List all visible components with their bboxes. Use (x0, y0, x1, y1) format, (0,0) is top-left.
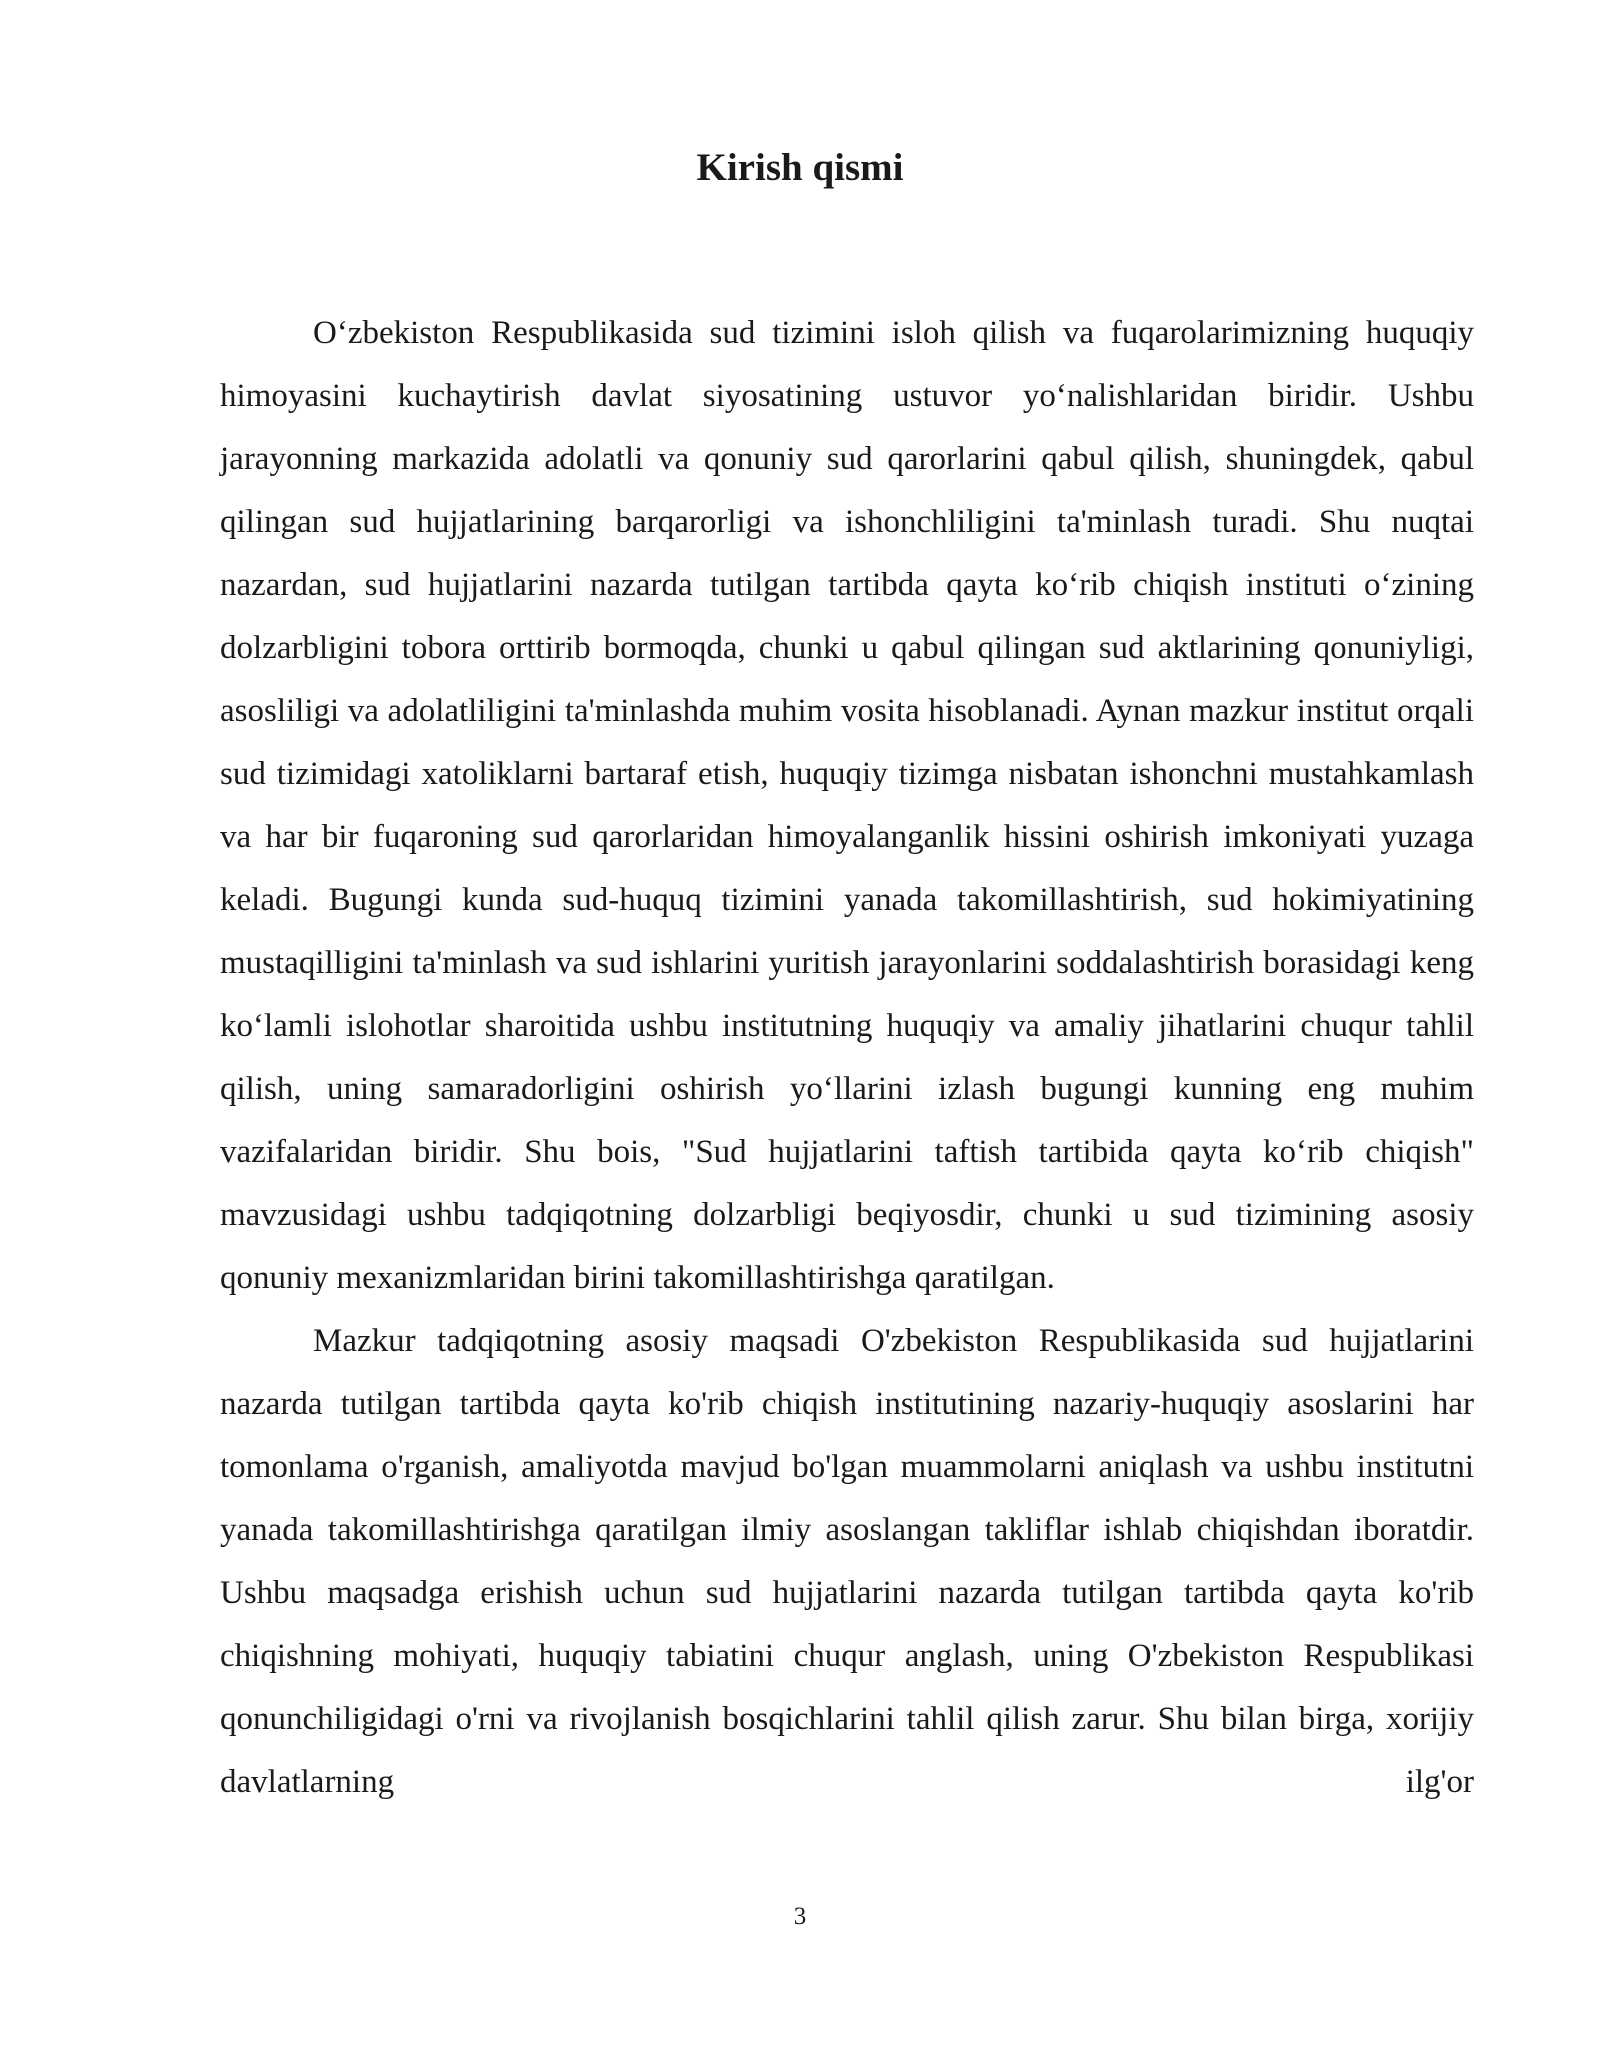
paragraph-2: Mazkur tadqiqotning asosiy maqsadi O'zbekiston Respublikasida sud hujjatlarini nazarda tutilgan tartibda qayta ko'rib chiqish institutining nazariy-huquqiy asoslarini har tomonlama o'rganish, amaliyotda mavjud bo'lgan muammolarni aniqlash va ushbu institutni yanada takomillashtirishga qaratilgan ilmiy asoslangan takliflar ishlab chiqishdan iboratdir. Ushbu maqsadga erishish uchun sud hujjatlarini nazarda tutilgan tartibda qayta ko'rib chiqishning mohiyati, huquqiy tabiatini chuqur anglash, uning O'zbekiston Respublikasi qonunchiligidagi o'rni va rivojlanish bosqichlarini tahlil qilish zarur. Shu bilan birga, xorijiy davlatlarning ilg'or (220, 1323, 1474, 1800)
paragraph-1: O‘zbekiston Respublikasida sud tizimini isloh qilish va fuqarolarimizning huquqiy himoyasini kuchaytirish davlat siyosatining ustuvor yo‘nalishlaridan biridir. Ushbu jarayonning markazida adolatli va qonuniy sud qarorlarini qabul qilish, shuningdek, qabul qilingan sud hujjatlarining barqarorligi va ishonchliligini ta'minlash turadi. Shu nuqtai nazardan, sud hujjatlarini nazarda tutilgan tartibda qayta ko‘rib chiqish instituti o‘zining dolzarbligini tobora orttirib bormoqda, chunki u qabul qilingan sud aktlarining qonuniyligi, asosliligi va adolatliligini ta'minlashda muhim vosita hisoblanadi. Aynan mazkur institut orqali sud tizimidagi xatoliklarni bartaraf etish, huquqiy tizimga nisbatan ishonchni mustahkamlash va har bir fuqaroning sud qarorlaridan himoyalanganlik hissini oshirish imkoniyati yuzaga keladi. Bugungi kunda sud-huquq tizimini yanada takomillashtirish, sud hokimiyatining mustaqilligini ta'minlash va sud ishlarini yuritish jarayonlarini soddalashtirish borasidagi keng ko‘lamli islohotlar sharoitida ushbu institutning huquqiy va amaliy jihatlarini chuqur tahlil qilish, uning samaradorligini oshirish yo‘llarini izlash bugungi kunning eng muhim vazifalaridan biridir. Shu bois, "Sud hujjatlarini taftish tartibida qayta ko‘rib chiqish" mavzusidagi ushbu tadqiqotning dolzarbligi beqiyosdir, chunki u sud tizimining asosiy qonuniy mexanizmlaridan birini takomillashtirishga qaratilgan. (220, 315, 1474, 1296)
body-text (220, 302, 1474, 1814)
page-title: Kirish qismi (696, 146, 904, 189)
page-number: 3 (793, 1903, 807, 1930)
